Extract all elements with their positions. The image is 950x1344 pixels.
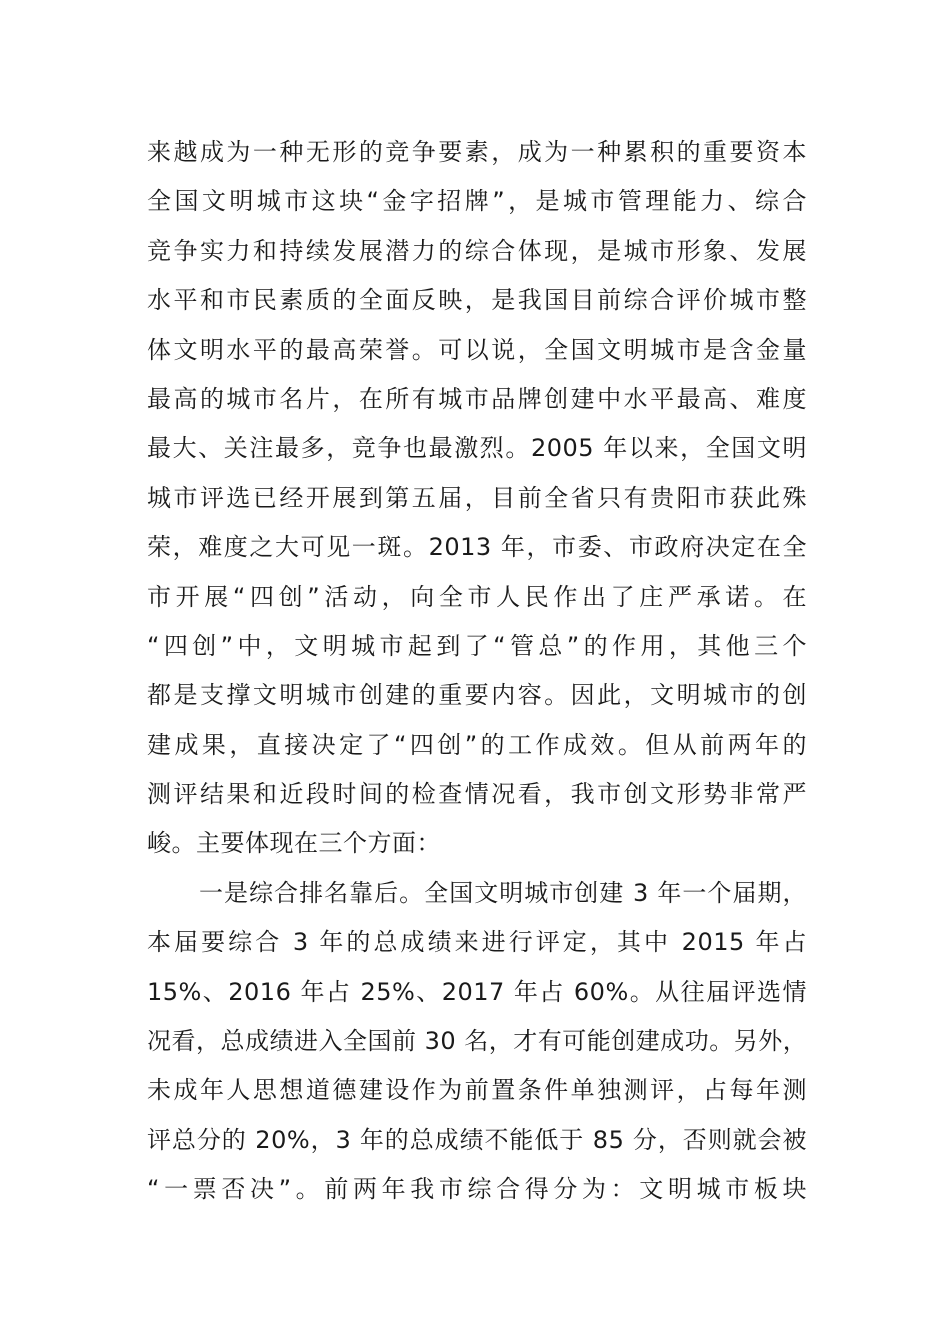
text-line: 体文明水平的最高荣誉。可以说，全国文明城市是含金量 (147, 335, 807, 364)
text-line: 水平和市民素质的全面反映，是我国目前综合评价城市整 (147, 286, 807, 315)
text-line: 况看，总成绩进入全国前 30 名，才有可能创建成功。另外， (147, 1027, 808, 1056)
text-line: 城市评选已经开展到第五届，目前全省只有贵阳市获此殊 (147, 483, 807, 512)
text-line: 未成年人思想道德建设作为前置条件单独测评，占每年测 (147, 1076, 807, 1105)
text-line: 测评结果和近段时间的检查情况看，我市创文形势非常严 (147, 780, 807, 809)
text-line: “一票否决”。前两年我市综合得分为：文明城市板块 (147, 1175, 807, 1204)
paragraph-start-line: 一是综合排名靠后。全国文明城市创建 3 年一个届期， (199, 878, 807, 907)
text-line: 荣，难度之大可见一斑。2013 年，市委、市政府决定在全 (147, 533, 807, 562)
text-line: 建成果，直接决定了“四创”的工作成效。但从前两年的 (147, 730, 807, 759)
text-line: “四创”中，文明城市起到了“管总”的作用，其他三个 (147, 631, 807, 660)
paragraph-end-line: 峻。主要体现在三个方面： (147, 829, 441, 858)
text-line: 竞争实力和持续发展潜力的综合体现，是城市形象、发展 (147, 236, 807, 265)
text-line: 市开展“四创”活动，向全市人民作出了庄严承诺。在 (147, 582, 807, 611)
text-line: 最大、关注最多，竞争也最激烈。2005 年以来，全国文明 (147, 434, 807, 463)
text-line: 全国文明城市这块“金字招牌”，是城市管理能力、综合 (147, 187, 807, 216)
text-line: 来越成为一种无形的竞争要素，成为一种累积的重要资本 (147, 138, 807, 166)
text-line: 15%、2016 年占 25%、2017 年占 60%。从往届评选情 (147, 977, 807, 1006)
text-line: 评总分的 20%，3 年的总成绩不能低于 85 分，否则就会被 (147, 1125, 807, 1154)
text-line: 最高的城市名片，在所有城市品牌创建中水平最高、难度 (147, 384, 807, 413)
text-line: 本届要综合 3 年的总成绩来进行评定，其中 2015 年占 (147, 928, 807, 957)
body-text (147, 128, 807, 1215)
text-line: 都是支撑文明城市创建的重要内容。因此，文明城市的创 (147, 681, 807, 710)
